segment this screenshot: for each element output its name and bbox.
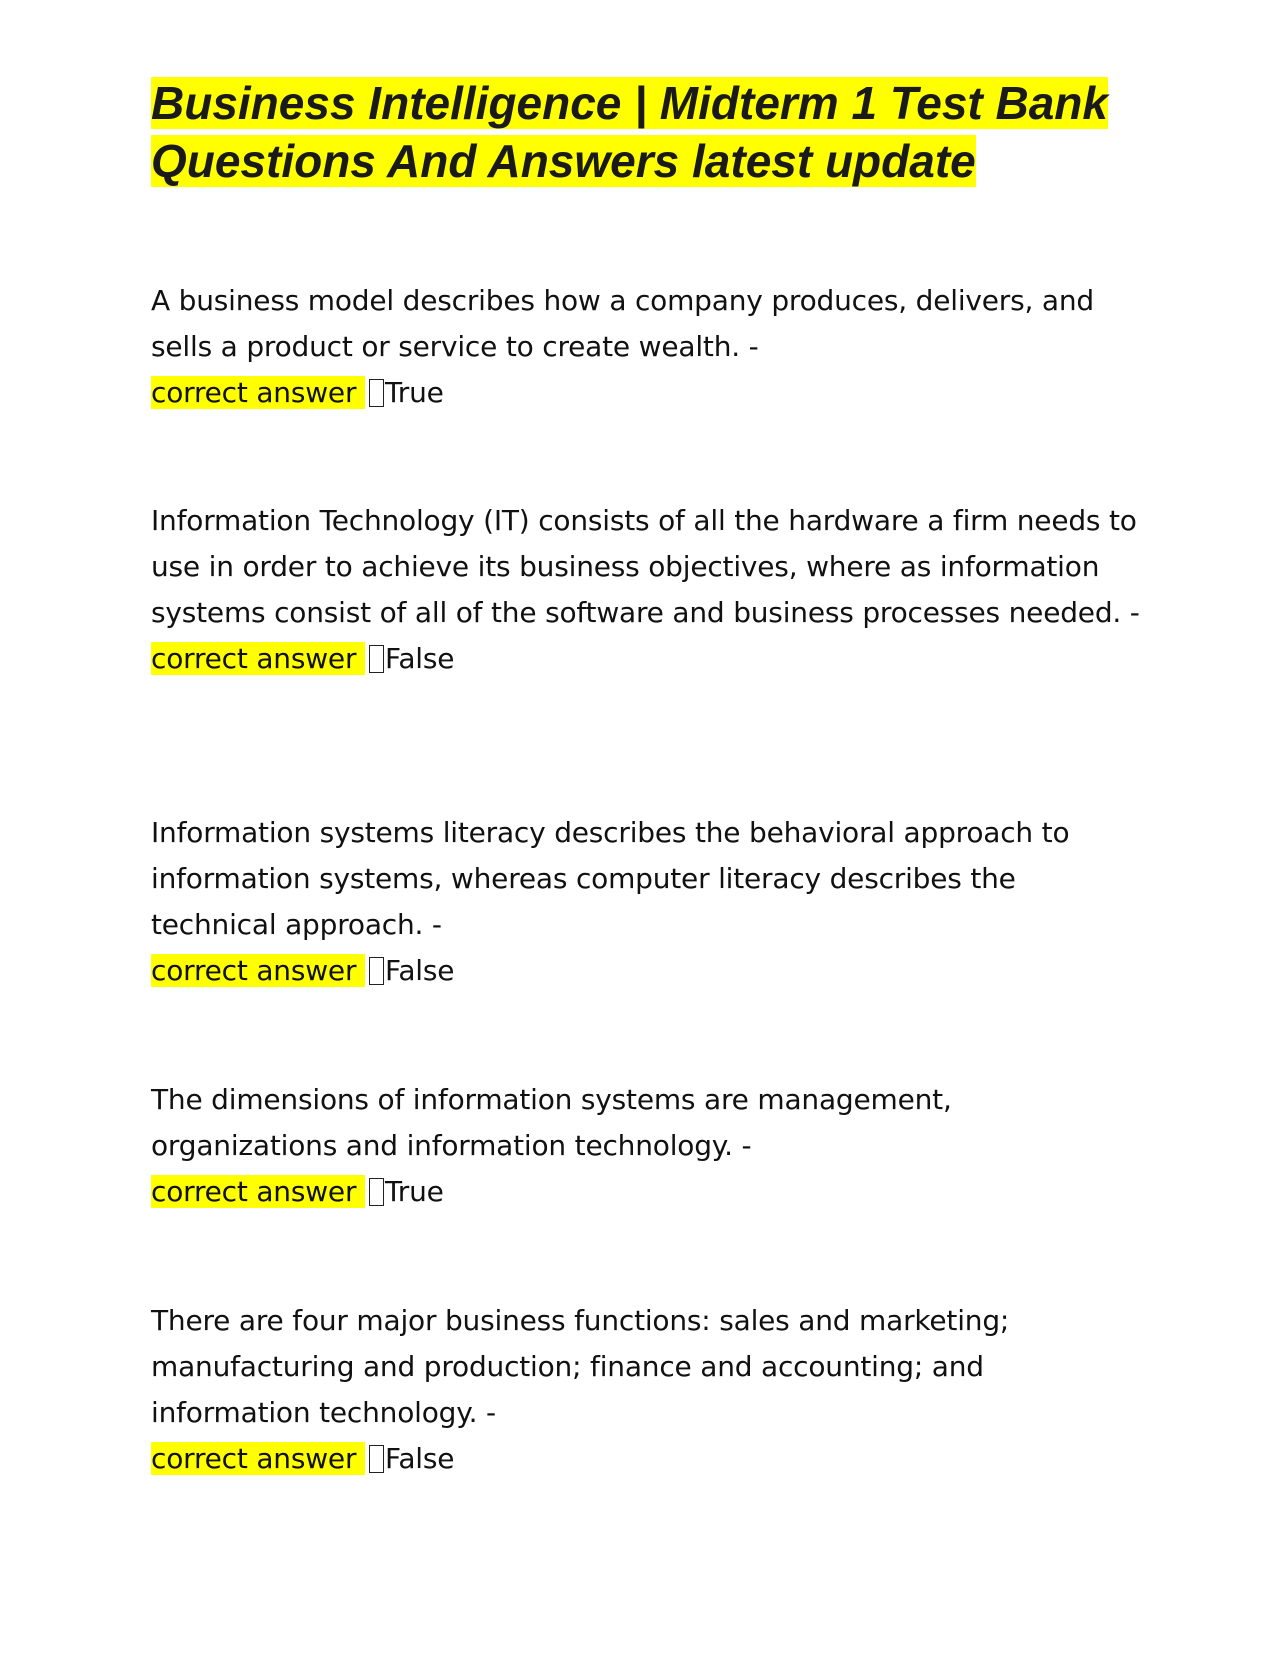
qa-item [151, 810, 1141, 994]
answer-label: correct answer [151, 1442, 365, 1475]
answer-line [151, 948, 1141, 994]
missing-glyph-box-icon [369, 645, 384, 673]
answer-value: True [384, 376, 444, 409]
missing-glyph-box-icon [369, 1445, 384, 1473]
missing-glyph-box-icon [369, 1178, 384, 1206]
document-page [151, 74, 1141, 1475]
qa-item [151, 278, 1141, 416]
qa-item [151, 1298, 1141, 1482]
answer-line [151, 636, 1141, 682]
question-text: Information systems literacy describes the behavioral approach to information systems, whereas computer literacy describes the technical approach. - [151, 816, 1070, 941]
question-text: The dimensions of information systems are management, organizations and information technology. - [151, 1083, 952, 1162]
question-text: There are four major business functions: sales and marketing; manufacturing and production; finance and accounting; and information technology. - [151, 1304, 1010, 1429]
question-text: Information Technology (IT) consists of all the hardware a firm needs to use in order to achieve its business objectives, where as information systems consist of all of the software and business processes needed. - [151, 504, 1140, 629]
document-title [151, 74, 1141, 190]
missing-glyph-box-icon [369, 957, 384, 985]
qa-item [151, 1077, 1141, 1215]
qa-item [151, 498, 1141, 682]
answer-line [151, 1436, 1141, 1482]
answer-value: False [384, 954, 455, 987]
answer-value: False [384, 1442, 455, 1475]
answer-label: correct answer [151, 1175, 365, 1208]
missing-glyph-box-icon [369, 379, 384, 407]
document-title-text: Business Intelligence | Midterm 1 Test Bank Questions And Answers latest update [151, 77, 1108, 187]
answer-line [151, 370, 1141, 416]
answer-line [151, 1169, 1141, 1215]
question-text: A business model describes how a company produces, delivers, and sells a product or service to create wealth. - [151, 284, 1094, 363]
answer-value: False [384, 642, 455, 675]
answer-value: True [384, 1175, 444, 1208]
answer-label: correct answer [151, 376, 365, 409]
answer-label: correct answer [151, 642, 365, 675]
answer-label: correct answer [151, 954, 365, 987]
